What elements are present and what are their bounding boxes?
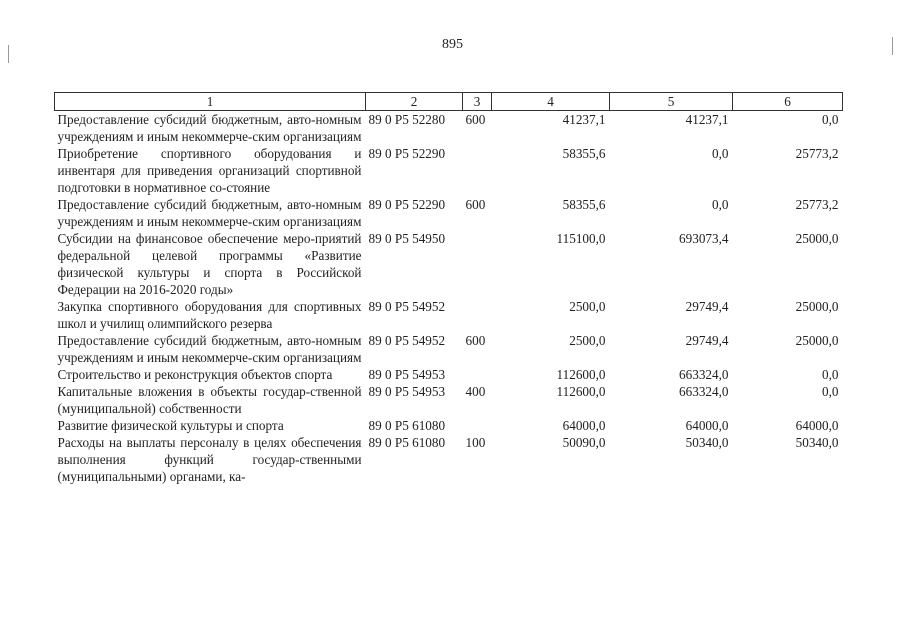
table-body — [55, 111, 843, 486]
row-target-code: 89 0 P5 54953 — [368, 367, 446, 382]
column-header-2: 2 — [366, 93, 463, 111]
row-expense-type: 600 — [465, 112, 486, 127]
row-name: Предоставление субсидий бюджетным, авто-номным учреждениям и иным некоммерче-ским организациям — [57, 333, 362, 365]
row-value-col4: 58355,6 — [562, 197, 606, 212]
table-row — [55, 230, 843, 298]
row-value-col5: 663324,0 — [679, 384, 729, 399]
row-name: Развитие физической культуры и спорта — [57, 418, 284, 433]
row-target-code: 89 0 P5 54953 — [368, 384, 446, 399]
column-header-5: 5 — [610, 93, 733, 111]
page-edge-mark-left — [8, 45, 9, 63]
row-target-code: 89 0 P5 54952 — [368, 299, 446, 314]
row-value-col6: 0,0 — [822, 384, 839, 399]
row-value-col4: 64000,0 — [562, 418, 606, 433]
row-value-col4: 112600,0 — [556, 367, 606, 382]
row-value-col5: 29749,4 — [685, 299, 729, 314]
row-value-col5: 0,0 — [712, 146, 729, 161]
column-header-3: 3 — [463, 93, 492, 111]
row-target-code: 89 0 P5 54950 — [368, 231, 446, 246]
row-value-col5: 41237,1 — [685, 112, 729, 127]
column-header-1: 1 — [55, 93, 366, 111]
row-value-col6: 50340,0 — [795, 435, 839, 450]
row-expense-type — [463, 230, 492, 298]
table-row — [55, 298, 843, 332]
row-expense-type: 600 — [465, 197, 486, 212]
row-value-col5: 29749,4 — [685, 333, 729, 348]
row-name: Предоставление субсидий бюджетным, авто-номным учреждениям и иным некоммерче-ским организациям — [57, 112, 362, 144]
row-target-code: 89 0 P5 52290 — [368, 146, 446, 161]
table-row — [55, 196, 843, 230]
row-value-col4: 2500,0 — [569, 299, 606, 314]
row-target-code: 89 0 P5 61080 — [368, 435, 446, 450]
row-value-col6: 25000,0 — [795, 231, 839, 246]
table-row — [55, 434, 843, 485]
row-name: Капитальные вложения в объекты государ-ственной (муниципальной) собственности — [57, 384, 362, 416]
row-value-col6: 25773,2 — [795, 146, 839, 161]
column-header-4: 4 — [492, 93, 610, 111]
row-value-col4: 2500,0 — [569, 333, 606, 348]
row-name: Субсидии на финансовое обеспечение меро-приятий федеральной целевой программы «Развитие физической культуры и спорта в Российской Федерации на 2016-2020 годы» — [57, 231, 362, 297]
row-value-col5: 64000,0 — [685, 418, 729, 433]
row-value-col6: 64000,0 — [795, 418, 839, 433]
row-target-code: 89 0 P5 54952 — [368, 333, 446, 348]
row-name: Закупка спортивного оборудования для спортивных школ и училищ олимпийского резерва — [57, 299, 362, 331]
table-row — [55, 332, 843, 366]
row-expense-type — [463, 298, 492, 332]
row-value-col6: 0,0 — [822, 367, 839, 382]
row-value-col4: 50090,0 — [562, 435, 606, 450]
row-name: Приобретение спортивного оборудования и инвентаря для приведения организаций спортивной подготовки в нормативное со-стояние — [57, 146, 362, 195]
row-value-col6: 25773,2 — [795, 197, 839, 212]
row-value-col4: 58355,6 — [562, 146, 606, 161]
budget-table — [54, 92, 843, 485]
row-target-code: 89 0 P5 61080 — [368, 418, 446, 433]
table-row — [55, 417, 843, 434]
row-value-col5: 693073,4 — [679, 231, 729, 246]
row-value-col4: 41237,1 — [562, 112, 606, 127]
table-row — [55, 366, 843, 383]
page-number: 895 — [442, 37, 463, 52]
row-name: Предоставление субсидий бюджетным, авто-номным учреждениям и иным некоммерче-ским организациям — [57, 197, 362, 229]
row-expense-type: 400 — [465, 384, 486, 399]
column-header-6: 6 — [733, 93, 843, 111]
table-row — [55, 383, 843, 417]
row-name: Расходы на выплаты персоналу в целях обеспечения выполнения функций государ-ственными (муниципальными) органами, ка- — [57, 435, 362, 484]
row-value-col5: 663324,0 — [679, 367, 729, 382]
row-name: Строительство и реконструкция объектов спорта — [57, 367, 333, 382]
row-value-col5: 0,0 — [712, 197, 729, 212]
table-row — [55, 145, 843, 196]
row-expense-type: 100 — [465, 435, 486, 450]
row-target-code: 89 0 P5 52280 — [368, 112, 446, 127]
row-value-col6: 0,0 — [822, 112, 839, 127]
row-value-col5: 50340,0 — [685, 435, 729, 450]
table-row — [55, 111, 843, 146]
row-value-col4: 115100,0 — [556, 231, 606, 246]
row-target-code: 89 0 P5 52290 — [368, 197, 446, 212]
page-edge-mark-right — [892, 37, 893, 55]
row-expense-type — [463, 145, 492, 196]
row-expense-type — [463, 417, 492, 434]
row-expense-type — [463, 366, 492, 383]
row-value-col6: 25000,0 — [795, 299, 839, 314]
row-value-col6: 25000,0 — [795, 333, 839, 348]
table-header-row — [55, 93, 843, 111]
row-value-col4: 112600,0 — [556, 384, 606, 399]
row-expense-type: 600 — [465, 333, 486, 348]
